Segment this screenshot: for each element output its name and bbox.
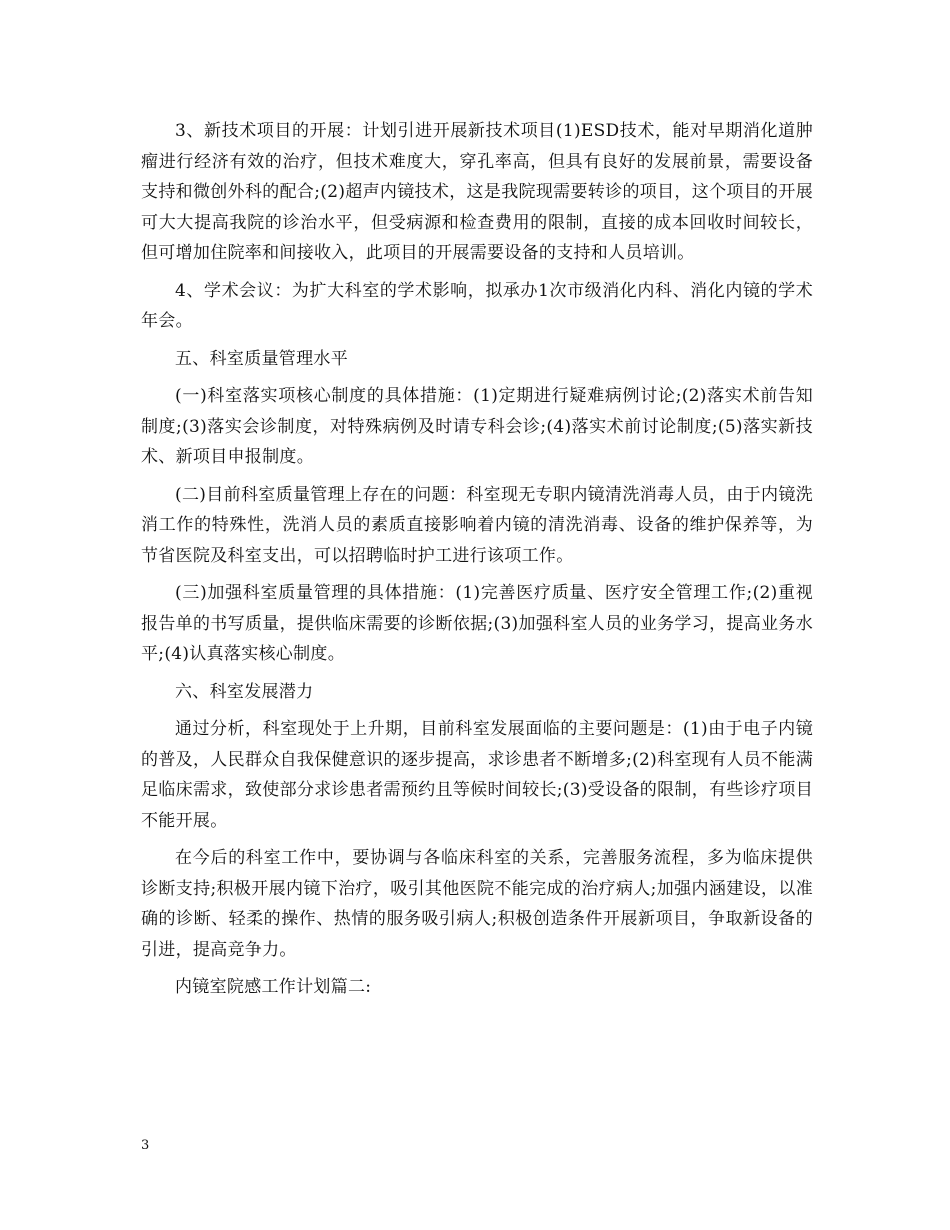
- page-number: 3: [141, 1138, 150, 1153]
- paragraph-core-system-measures: (一)科室落实项核心制度的具体措施：(1)定期进行疑难病例讨论;(2)落实术前告知制度;(3)落实会诊制度，对特殊病例及时请专科会诊;(4)落实术前讨论制度;(5)落实新技术、新项目申报制度。: [141, 386, 813, 467]
- paragraph-new-technology: 3、新技术项目的开展：计划引进开展新技术项目(1)ESD技术，能对早期消化道肿瘤进行经济有效的治疗，但技术难度大，穿孔率高，但具有良好的发展前景，需要设备支持和微创外科的配合;(2)超声内镜技术，这是我院现需要转诊的项目，这个项目的开展可大大提高我院的诊治水平，但受病源和检查费用的限制，直接的成本回收时间较长，但可增加住院率和间接收入，此项目的开展需要设备的支持和人员培训。: [141, 121, 813, 263]
- section-heading-quality-management: 五、科室质量管理水平: [175, 348, 348, 369]
- document-body: [141, 116, 813, 1010]
- paragraph-quality-problems: (二)目前科室质量管理上存在的问题：科室现无专职内镜清洗消毒人员，由于内镜洗消工作的特殊性，洗消人员的素质直接影响着内镜的清洗消毒、设备的维护保养等，为节省医院及科室支出，可以招聘临时护工进行该项工作。: [141, 484, 813, 566]
- paragraph-analysis: 通过分析，科室现处于上升期，目前科室发展面临的主要问题是：(1)由于电子内镜的普及，人民群众自我保健意识的逐步提高，求诊患者不断增多;(2)科室现有人员不能满足临床需求，致使部分求诊患者需预约且等候时间较长;(3)受设备的限制，有些诊疗项目不能开展。: [141, 719, 813, 831]
- paragraph-academic-conference: 4、学术会议：为扩大科室的学术影响，拟承办1次市级消化内科、消化内镜的学术年会。: [141, 280, 813, 331]
- section-heading-development-potential: 六、科室发展潜力: [175, 681, 314, 702]
- section-heading-plan-two: 内镜室院感工作计划篇二:: [175, 977, 372, 997]
- paragraph-future-work: 在今后的科室工作中，要协调与各临床科室的关系，完善服务流程，多为临床提供诊断支持;积极开展内镜下治疗，吸引其他医院不能完成的治疗病人;加强内涵建设，以准确的诊断、轻柔的操作、热情的服务吸引病人;积极创造条件开展新项目，争取新设备的引进，提高竞争力。: [141, 848, 813, 960]
- paragraph-quality-measures: (三)加强科室质量管理的具体措施：(1)完善医疗质量、医疗安全管理工作;(2)重视报告单的书写质量，提供临床需要的诊断依据;(3)加强科室人员的业务学习，提高业务水平;(4)认真落实核心制度。: [141, 583, 813, 664]
